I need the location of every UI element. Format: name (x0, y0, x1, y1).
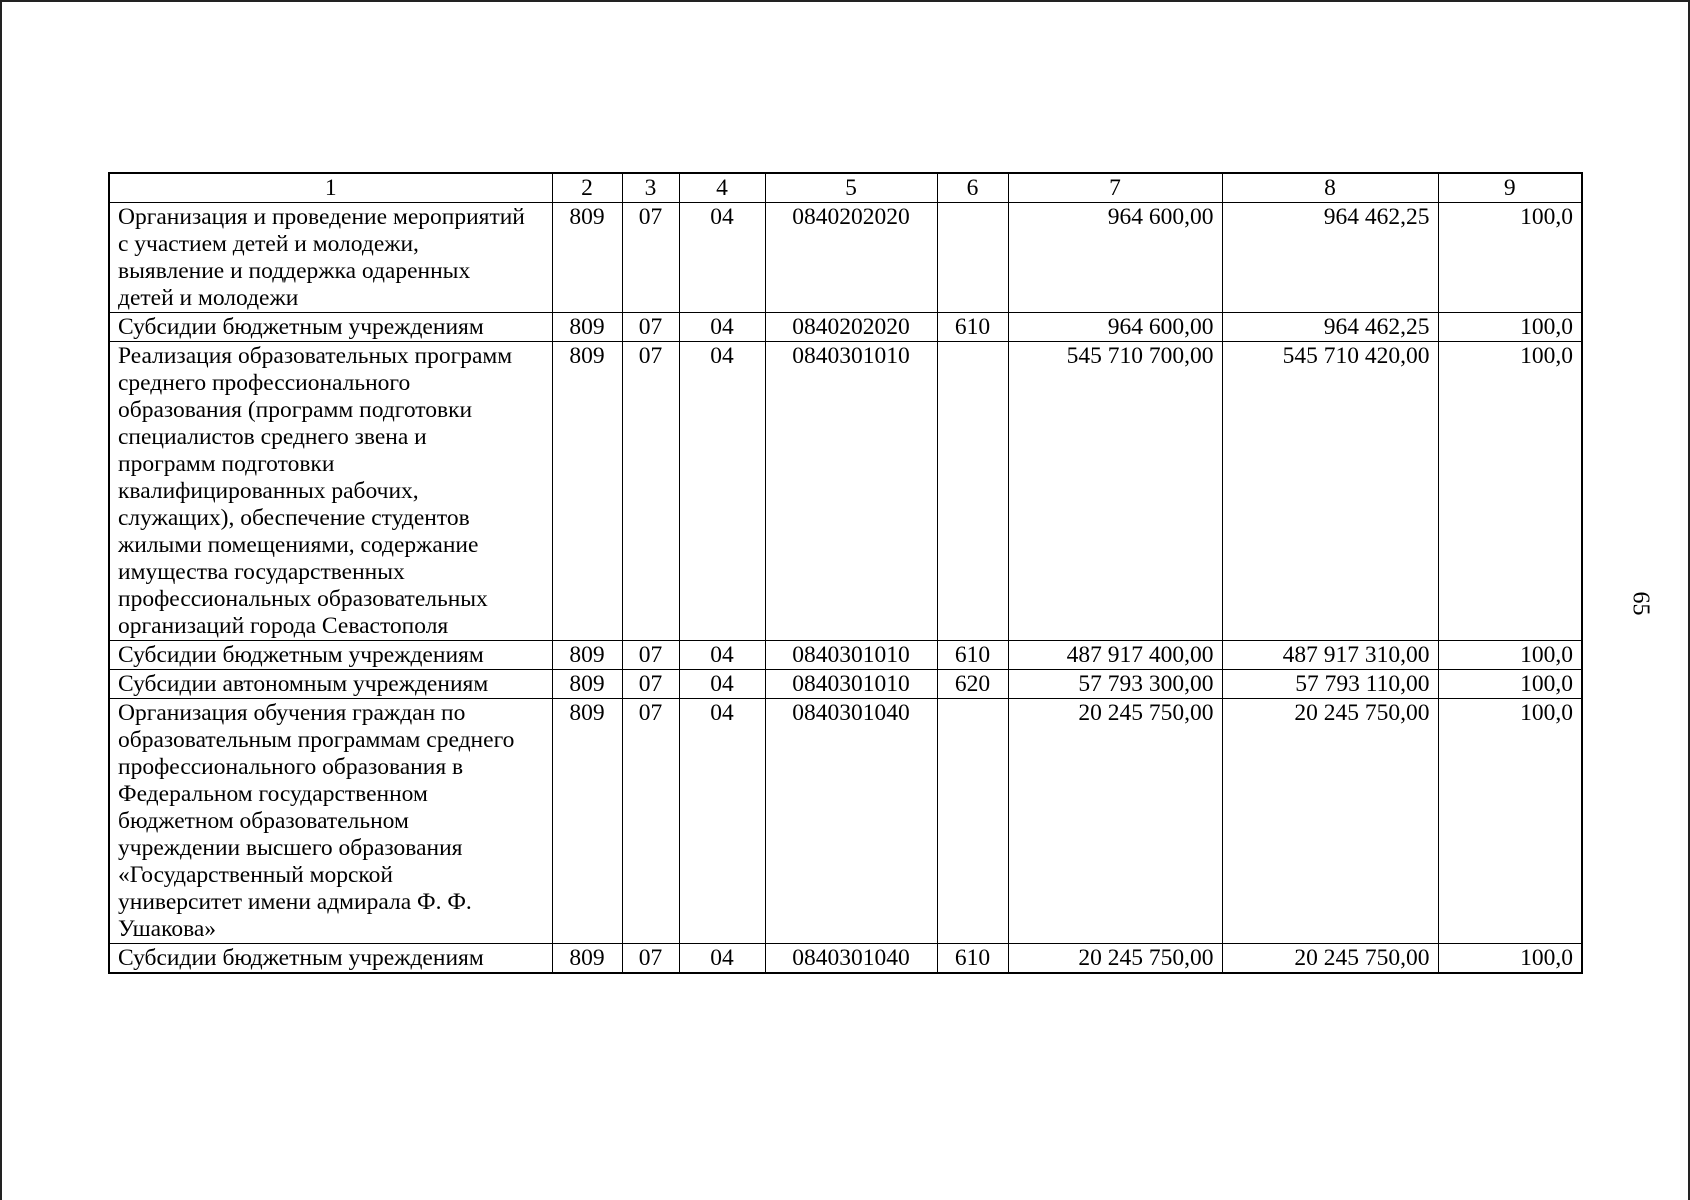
code-admin-cell: 809 (552, 641, 622, 670)
execution-percent-cell: 100,0 (1438, 699, 1582, 944)
row-name-line: детей и молодежи (118, 285, 299, 311)
budget-table (108, 172, 1583, 974)
planned-amount-cell: 487 917 400,00 (1008, 641, 1222, 670)
row-name-line: университет имени адмирала Ф. Ф. (118, 889, 472, 915)
code-expense-type-cell: 610 (937, 313, 1008, 342)
table-body (109, 203, 1582, 974)
row-name-line: Организация обучения граждан по (118, 700, 466, 726)
table-row (109, 699, 1582, 944)
code-expense-type-cell: 610 (937, 641, 1008, 670)
code-section-cell: 07 (622, 670, 679, 699)
code-target-cell: 0840301040 (765, 944, 937, 974)
row-name-line: специалистов среднего звена и (118, 424, 427, 450)
column-header-1: 1 (109, 173, 552, 203)
code-target-cell: 0840202020 (765, 313, 937, 342)
code-target-cell: 0840301010 (765, 670, 937, 699)
row-name-line: выявление и поддержка одаренных (118, 258, 471, 284)
code-expense-type-cell: 620 (937, 670, 1008, 699)
row-name-cell (109, 944, 552, 974)
row-name-line: образования (программ подготовки (118, 397, 473, 423)
row-name-line: имущества государственных (118, 559, 405, 585)
planned-amount-cell: 20 245 750,00 (1008, 944, 1222, 974)
code-expense-type-cell (937, 699, 1008, 944)
code-subsection-cell: 04 (679, 670, 765, 699)
code-section-cell: 07 (622, 641, 679, 670)
column-header-3: 3 (622, 173, 679, 203)
code-expense-type-cell (937, 203, 1008, 313)
execution-percent-cell: 100,0 (1438, 641, 1582, 670)
row-name-cell (109, 699, 552, 944)
code-expense-type-cell: 610 (937, 944, 1008, 974)
code-section-cell: 07 (622, 944, 679, 974)
code-subsection-cell: 04 (679, 203, 765, 313)
execution-percent-cell: 100,0 (1438, 342, 1582, 641)
row-name-line: с участием детей и молодежи, (118, 231, 419, 257)
table-row (109, 944, 1582, 974)
planned-amount-cell: 964 600,00 (1008, 313, 1222, 342)
row-name-cell (109, 641, 552, 670)
executed-amount-cell: 545 710 420,00 (1222, 342, 1438, 641)
code-admin-cell: 809 (552, 699, 622, 944)
column-header-9: 9 (1438, 173, 1582, 203)
table-row (109, 641, 1582, 670)
row-name-line: Субсидии бюджетным учреждениям (118, 642, 484, 668)
code-section-cell: 07 (622, 699, 679, 944)
code-admin-cell: 809 (552, 342, 622, 641)
code-admin-cell: 809 (552, 670, 622, 699)
column-header-5: 5 (765, 173, 937, 203)
executed-amount-cell: 487 917 310,00 (1222, 641, 1438, 670)
row-name-line: Субсидии бюджетным учреждениям (118, 945, 484, 971)
executed-amount-cell: 20 245 750,00 (1222, 944, 1438, 974)
code-admin-cell: 809 (552, 313, 622, 342)
code-target-cell: 0840202020 (765, 203, 937, 313)
row-name-line: Реализация образовательных программ (118, 343, 513, 369)
code-expense-type-cell (937, 342, 1008, 641)
row-name-cell (109, 203, 552, 313)
row-name-line: профессиональных образовательных (118, 586, 488, 612)
row-name-cell (109, 313, 552, 342)
header-row (109, 173, 1582, 203)
code-target-cell: 0840301010 (765, 342, 937, 641)
table-row (109, 203, 1582, 313)
execution-percent-cell: 100,0 (1438, 313, 1582, 342)
planned-amount-cell: 20 245 750,00 (1008, 699, 1222, 944)
row-name-line: Федеральном государственном (118, 781, 428, 807)
row-name-line: Субсидии бюджетным учреждениям (118, 314, 484, 340)
page-number: 65 (1627, 591, 1654, 616)
row-name-line: жилыми помещениями, содержание (118, 532, 479, 558)
row-name-line: организаций города Севастополя (118, 613, 449, 639)
row-name-line: квалифицированных рабочих, (118, 478, 419, 504)
row-name-line: Субсидии автономным учреждениям (118, 671, 489, 697)
row-name-cell (109, 670, 552, 699)
column-header-6: 6 (937, 173, 1008, 203)
code-subsection-cell: 04 (679, 313, 765, 342)
code-subsection-cell: 04 (679, 641, 765, 670)
column-header-4: 4 (679, 173, 765, 203)
planned-amount-cell: 545 710 700,00 (1008, 342, 1222, 641)
table-row (109, 342, 1582, 641)
planned-amount-cell: 964 600,00 (1008, 203, 1222, 313)
code-section-cell: 07 (622, 313, 679, 342)
code-target-cell: 0840301010 (765, 641, 937, 670)
code-admin-cell: 809 (552, 203, 622, 313)
column-header-2: 2 (552, 173, 622, 203)
code-subsection-cell: 04 (679, 944, 765, 974)
code-subsection-cell: 04 (679, 699, 765, 944)
code-section-cell: 07 (622, 203, 679, 313)
column-header-7: 7 (1008, 173, 1222, 203)
row-name-line: профессионального образования в (118, 754, 464, 780)
row-name-line: бюджетном образовательном (118, 808, 409, 834)
row-name-line: Ушакова» (118, 916, 217, 942)
row-name-line: образовательным программам среднего (118, 727, 515, 753)
row-name-line: «Государственный морской (118, 862, 393, 888)
table-row (109, 313, 1582, 342)
executed-amount-cell: 20 245 750,00 (1222, 699, 1438, 944)
row-name-line: Организация и проведение мероприятий (118, 204, 525, 230)
code-admin-cell: 809 (552, 944, 622, 974)
executed-amount-cell: 57 793 110,00 (1222, 670, 1438, 699)
row-name-line: служащих), обеспечение студентов (118, 505, 470, 531)
planned-amount-cell: 57 793 300,00 (1008, 670, 1222, 699)
execution-percent-cell: 100,0 (1438, 670, 1582, 699)
execution-percent-cell: 100,0 (1438, 944, 1582, 974)
executed-amount-cell: 964 462,25 (1222, 313, 1438, 342)
row-name-line: программ подготовки (118, 451, 335, 477)
execution-percent-cell: 100,0 (1438, 203, 1582, 313)
row-name-line: среднего профессионального (118, 370, 411, 396)
code-target-cell: 0840301040 (765, 699, 937, 944)
executed-amount-cell: 964 462,25 (1222, 203, 1438, 313)
row-name-line: учреждении высшего образования (118, 835, 463, 861)
column-header-8: 8 (1222, 173, 1438, 203)
code-section-cell: 07 (622, 342, 679, 641)
code-subsection-cell: 04 (679, 342, 765, 641)
row-name-cell (109, 342, 552, 641)
table-row (109, 670, 1582, 699)
